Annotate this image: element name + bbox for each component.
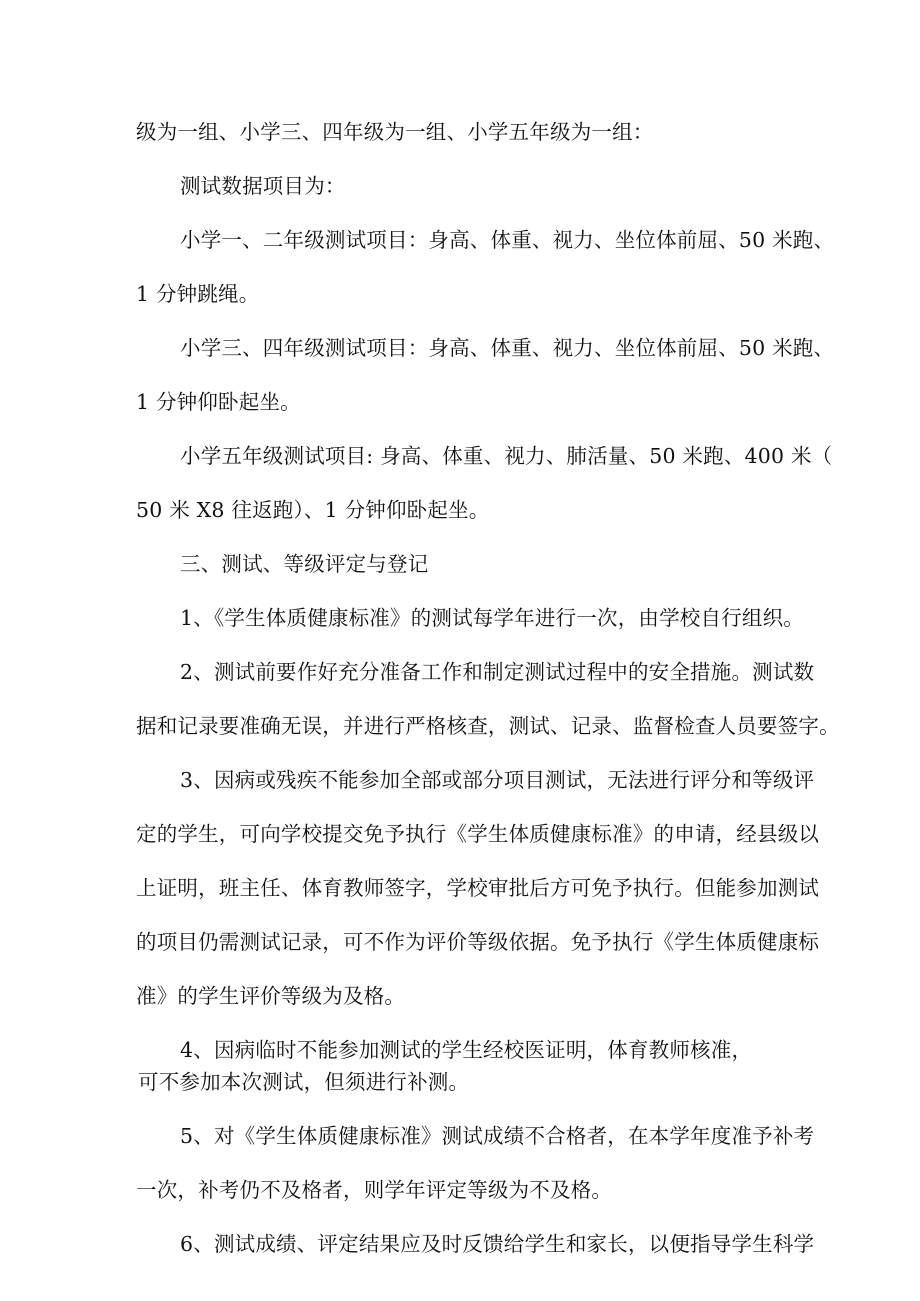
text-line: 测试数据项目为： [180,174,346,198]
text-line: 6、测试成绩、评定结果应及时反馈给学生和家长，以便指导学生科学 [180,1232,815,1256]
text-line: 一次，补考仍不及格者，则学年评定等级为不及格。 [136,1178,613,1202]
text-line: 据和记录要准确无误，并进行严格核查，测试、记录、监督检查人员要签字。 [136,714,840,738]
text-line: 上证明，班主任、体育教师签字，学校审批后方可免予执行。但能参加测试 [136,876,820,900]
text-line: 可不参加本次测试，但须进行补测。 [138,1070,470,1094]
text-line: 准》的学生评价等级为及格。 [136,984,406,1008]
text-line: 小学一、二年级测试项目：身高、体重、视力、坐位体前屈、50 米跑、 [180,228,835,252]
text-line: 定的学生，可向学校提交免予执行《学生体质健康标准》的申请，经县级以 [136,822,820,846]
text-line: 5、对《学生体质健康标准》测试成绩不合格者，在本学年度准予补考 [180,1124,815,1148]
text-line: 小学三、四年级测试项目：身高、体重、视力、坐位体前屈、50 米跑、 [180,336,835,360]
text-line: 的项目仍需测试记录，可不作为评价等级依据。免予执行《学生体质健康标 [136,930,820,954]
text-line: 50 米 X8 往返跑）、1 分钟仰卧起坐。 [136,498,490,522]
text-line: 1 分钟仰卧起坐。 [136,390,301,414]
text-line: 级为一组、小学三、四年级为一组、小学五年级为一组： [136,120,654,144]
text-line: 1 分钟跳绳。 [136,282,260,306]
text-line: 1、《学生体质健康标准》的测试每学年进行一次，由学校自行组织。 [180,606,804,630]
text-line: 4、因病临时不能参加测试的学生经校医证明，体育教师核准， [180,1038,753,1062]
text-line: 小学五年级测试项目: 身高、体重、视力、肺活量、50 米跑、400 米（ [180,444,833,468]
text-line: 2、测试前要作好充分准备工作和制定测试过程中的安全措施。测试数 [180,660,815,684]
text-line: 3、因病或残疾不能参加全部或部分项目测试，无法进行评分和等级评 [180,768,815,792]
section-heading: 三、测试、等级评定与登记 [180,552,429,576]
